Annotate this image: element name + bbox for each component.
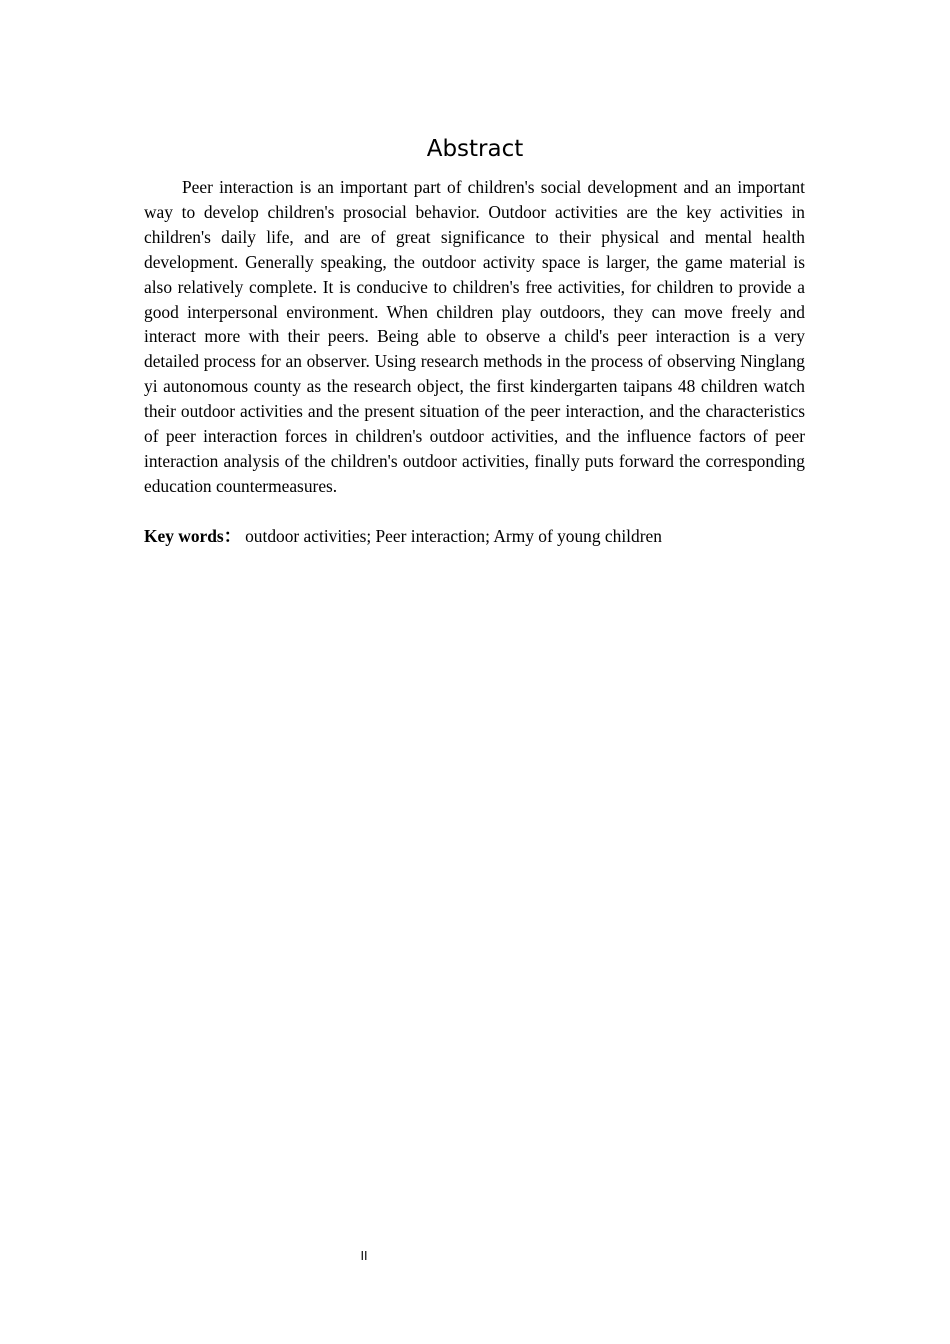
keywords-label: Key words <box>144 526 224 546</box>
page-number: II <box>360 1249 368 1263</box>
keywords-line <box>144 524 805 549</box>
keywords-separator: ： <box>223 526 242 546</box>
keywords-value: outdoor activities; Peer interaction; Army of young children <box>245 526 662 546</box>
abstract-paragraph: Peer interaction is an important part of children's social development and an important way to develop children's prosocial behavior. Outdoor activities are the key activities in children's daily life, and are of great significance to their physical and mental health development. Generally speaking, the outdoor activity space is larger, the game material is also relatively complete. It is conducive to children's free activities, for children to provide a good interpersonal environment. When children play outdoors, they can move freely and interact more with their peers. Being able to observe a child's peer interaction is a very detailed process for an observer. Using research methods in the process of observing Ninglang yi autonomous county as the research object, the first kindergarten taipans 48 children watch their outdoor activities and the present situation of the peer interaction, and the characteristics of peer interaction forces in children's outdoor activities, and the influence factors of peer interaction analysis of the children's outdoor activities, finally puts forward the corresponding education countermeasures. <box>144 177 805 496</box>
page-title: Abstract <box>426 136 524 162</box>
